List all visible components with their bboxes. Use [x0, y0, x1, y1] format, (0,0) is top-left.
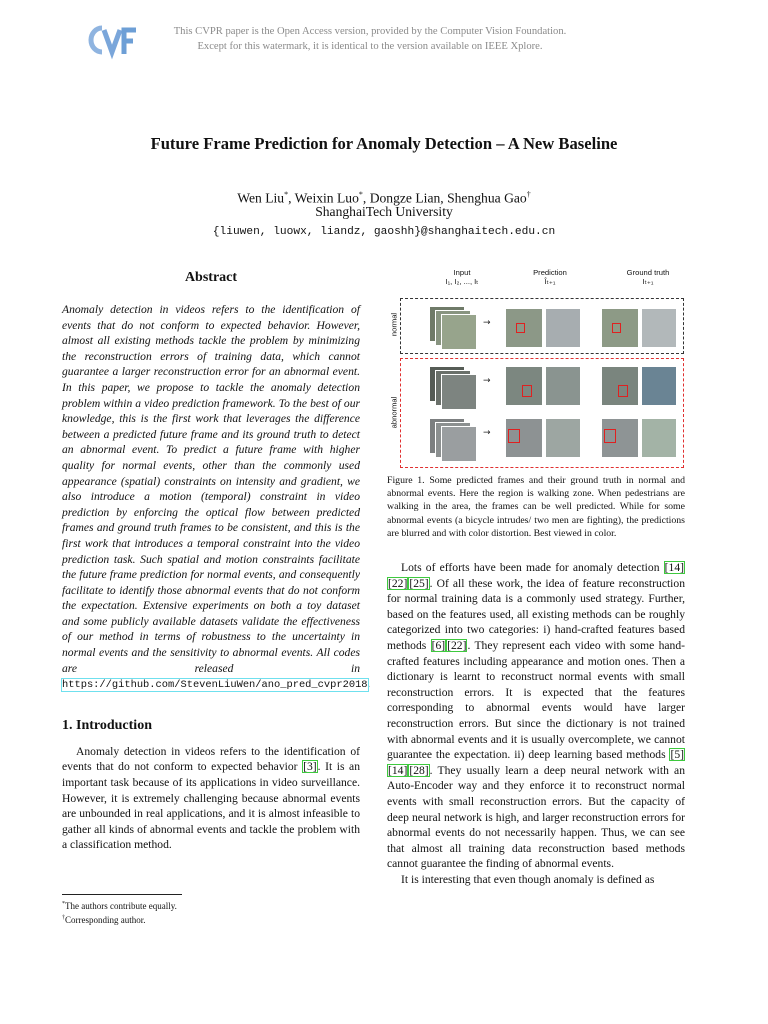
predicted-frame-crop — [545, 418, 581, 458]
fig-header-prediction-sub: Îₜ₊₁ — [544, 277, 556, 286]
footnote-2-mark: † — [62, 915, 65, 921]
ground-truth-frame-crop — [641, 418, 677, 458]
abstract-text — [62, 302, 371, 694]
anomaly-bbox — [612, 323, 621, 333]
intro-paragraph — [62, 744, 360, 853]
footnote-corresponding — [62, 912, 360, 926]
rw-text-c: . They represent each video with some hand-crafted features including appearance and motion ones. Then a dictionary is learnt to reconstruct normal events with small reconstruction errors. It is expected that the features corresponding to abnormal events would have larger reconstruction errors. But since the dictionary is not trained with abnormal events and it is usually overcomplete, we cannot guarantee the expectation. ii) deep learning based methods — [387, 638, 686, 762]
ground-truth-frame — [601, 366, 639, 406]
citation-22[interactable]: [22] — [447, 638, 467, 652]
author-1: Wen Liu — [237, 190, 285, 206]
watermark-line-1: This CVPR paper is the Open Access version, provided by the Computer Vision Foundation. — [173, 26, 567, 37]
watermark-line-2: Except for this watermark, it is identical to the version available on IEEE Xplore. — [197, 41, 543, 52]
row-label-abnormal: abnormal — [389, 396, 399, 429]
author-list: Wen Liu*, Weixin Luo*, Dongze Lian, Shenghua Gao† — [237, 190, 531, 206]
row-label-normal: normal — [389, 312, 399, 337]
input-frame-stack — [441, 374, 477, 410]
fig-header-input-label: Input — [453, 268, 471, 277]
footnote-1-mark: * — [62, 901, 65, 907]
ground-truth-frame — [601, 308, 639, 348]
footnote-equal-contribution — [62, 898, 360, 912]
abstract-heading: Abstract — [184, 270, 238, 285]
fig-header-gt-sub: Iₜ₊₁ — [642, 277, 654, 286]
input-frame-stack — [441, 314, 477, 350]
paper-title: Future Frame Prediction for Anomaly Detection – A New Baseline — [150, 134, 618, 153]
rw-text-b: . Of all these work, the idea of feature reconstruction for normal training data is a commonly used strategy. Further, based on the features used, all existing methods can be roughly categorized into two categories: i) hand-crafted features based methods — [387, 576, 685, 652]
footnotes — [62, 894, 360, 926]
arrow-icon: → — [483, 428, 491, 438]
author-emails: {liuwen, luowx, liandz, gaoshh}@shanghaitech.edu.cn — [212, 226, 556, 238]
fig-header-ground-truth — [613, 268, 683, 286]
section-heading-introduction: 1. Introduction — [62, 717, 152, 733]
anomaly-bbox — [522, 385, 532, 397]
next-paragraph: It is interesting that even though anomaly is defined as — [401, 872, 655, 886]
author-1-mark: * — [284, 190, 289, 199]
affiliation: ShanghaiTech University — [315, 204, 453, 219]
citation-22[interactable]: [22] — [388, 576, 408, 590]
citation-6[interactable]: [6] — [431, 638, 446, 652]
left-column — [62, 270, 371, 853]
citation-28[interactable]: [28] — [409, 763, 429, 777]
cvf-logo — [82, 20, 138, 60]
input-frame-stack — [441, 426, 477, 462]
citation-14[interactable]: [14] — [664, 561, 684, 575]
intro-text-b: . It is an important task because of its applications in video surveillance. However, it is extremely challenging because abnormal events are unbounded in real applications, and it is almost infeasible to gather all kinds of abnormal events and tackle the problem with a classification method. — [62, 760, 360, 852]
predicted-frame-crop — [545, 308, 581, 348]
related-work-paragraph — [387, 560, 685, 872]
rw-text-a: Lots of efforts have been made for anomaly detection — [401, 561, 664, 575]
intro-text-a: Anomaly detection in videos refers to the identification of events that do not conform to expected behavior — [62, 744, 360, 774]
right-body — [387, 560, 685, 887]
footnote-2-text: Corresponding author. — [65, 915, 146, 925]
citation-25[interactable]: [25] — [409, 576, 429, 590]
ground-truth-frame — [601, 418, 639, 458]
predicted-frame-crop — [545, 366, 581, 406]
right-column — [387, 268, 685, 887]
rw-text-d: . They usually learn a deep neural network with an Auto-Encoder way and they enforce it to reconstruct normal events with small reconstruction errors. But the capacity of deep neural network is high, and larger reconstruction errors for abnormal events do not necessarily happen. Thus, we can see that almost all training data reconstruction based methods cannot guarantee the finding of abnormal events. — [387, 763, 685, 871]
author-4-mark: † — [526, 190, 531, 199]
fig-header-prediction-label: Prediction — [533, 268, 567, 277]
citation-5[interactable]: [5] — [670, 748, 684, 762]
author-3-4: Dongze Lian, Shenghua Gao — [369, 190, 527, 206]
citation-14[interactable]: [14] — [388, 763, 408, 777]
anomaly-bbox — [604, 429, 616, 443]
predicted-frame — [505, 366, 543, 406]
predicted-frame — [505, 418, 543, 458]
fig-header-input-sub: I₁, I₂, ..., Iₜ — [445, 277, 479, 286]
fig-header-gt-label: Ground truth — [626, 268, 670, 277]
code-link[interactable]: https://github.com/StevenLiuWen/ano_pred_cvpr2018 — [62, 679, 368, 692]
arrow-icon: → — [483, 318, 491, 328]
watermark — [150, 24, 590, 54]
author-2-mark: * — [358, 190, 363, 199]
abstract-end: . — [367, 677, 371, 691]
anomaly-bbox — [508, 429, 520, 443]
ground-truth-frame-crop — [641, 308, 677, 348]
ground-truth-frame-crop — [641, 366, 677, 406]
abstract-body: Anomaly detection in videos refers to the identification of events that do not conform to expected behavior. However, almost all existing methods tackle the problem by minimizing the reconstruction errors of training data, which cannot guarantee a larger reconstruction error for an abnormal event. In this paper, we propose to tackle the anomaly detection problem within a video prediction framework. To the best of our knowledge, this is the first work that leverages the difference between a predicted future frame and its ground truth to detect an abnormal event. To predict a future frame with higher quality for normal events, other than the commonly used appearance (spatial) constraints on intensity and gradient, we also introduce a motion (temporal) constraint in video prediction by enforcing the optical flow between predicted frames and ground truth frames to be consistent, and this is the first work that introduces a temporal constraint into the video prediction task. Such spatial and motion constraints facilitate the future frame prediction for normal events, and consequently facilitate to identify those abnormal events that do not conform the expectation. Extensive experiments on both a toy dataset and some publicly available datasets validate the effectiveness of our method in terms of robustness to the uncertainty in normal events and the sensitivity to abnormal events. All codes are released in — [62, 303, 360, 675]
footnote-rule — [62, 894, 182, 895]
figure-1-caption: Figure 1. Some predicted frames and their ground truth in normal and abnormal events. Here the region is walking zone. When pedestrians are walking in the area, the frames can be well predicted. While for some abnormal events (a bicycle intrudes/ two men are fighting), the predictions are blurred and with color distortion. Best viewed in color. — [387, 475, 685, 539]
fig-header-input — [427, 268, 497, 286]
anomaly-bbox — [618, 385, 628, 397]
anomaly-bbox — [516, 323, 525, 333]
author-2: Weixin Luo — [294, 190, 359, 206]
footnote-1-text: The authors contribute equally. — [65, 901, 177, 911]
citation-3[interactable]: [3] — [303, 760, 317, 774]
predicted-frame — [505, 308, 543, 348]
figure-1 — [387, 268, 685, 468]
arrow-icon: → — [483, 376, 491, 386]
fig-header-prediction — [515, 268, 585, 286]
